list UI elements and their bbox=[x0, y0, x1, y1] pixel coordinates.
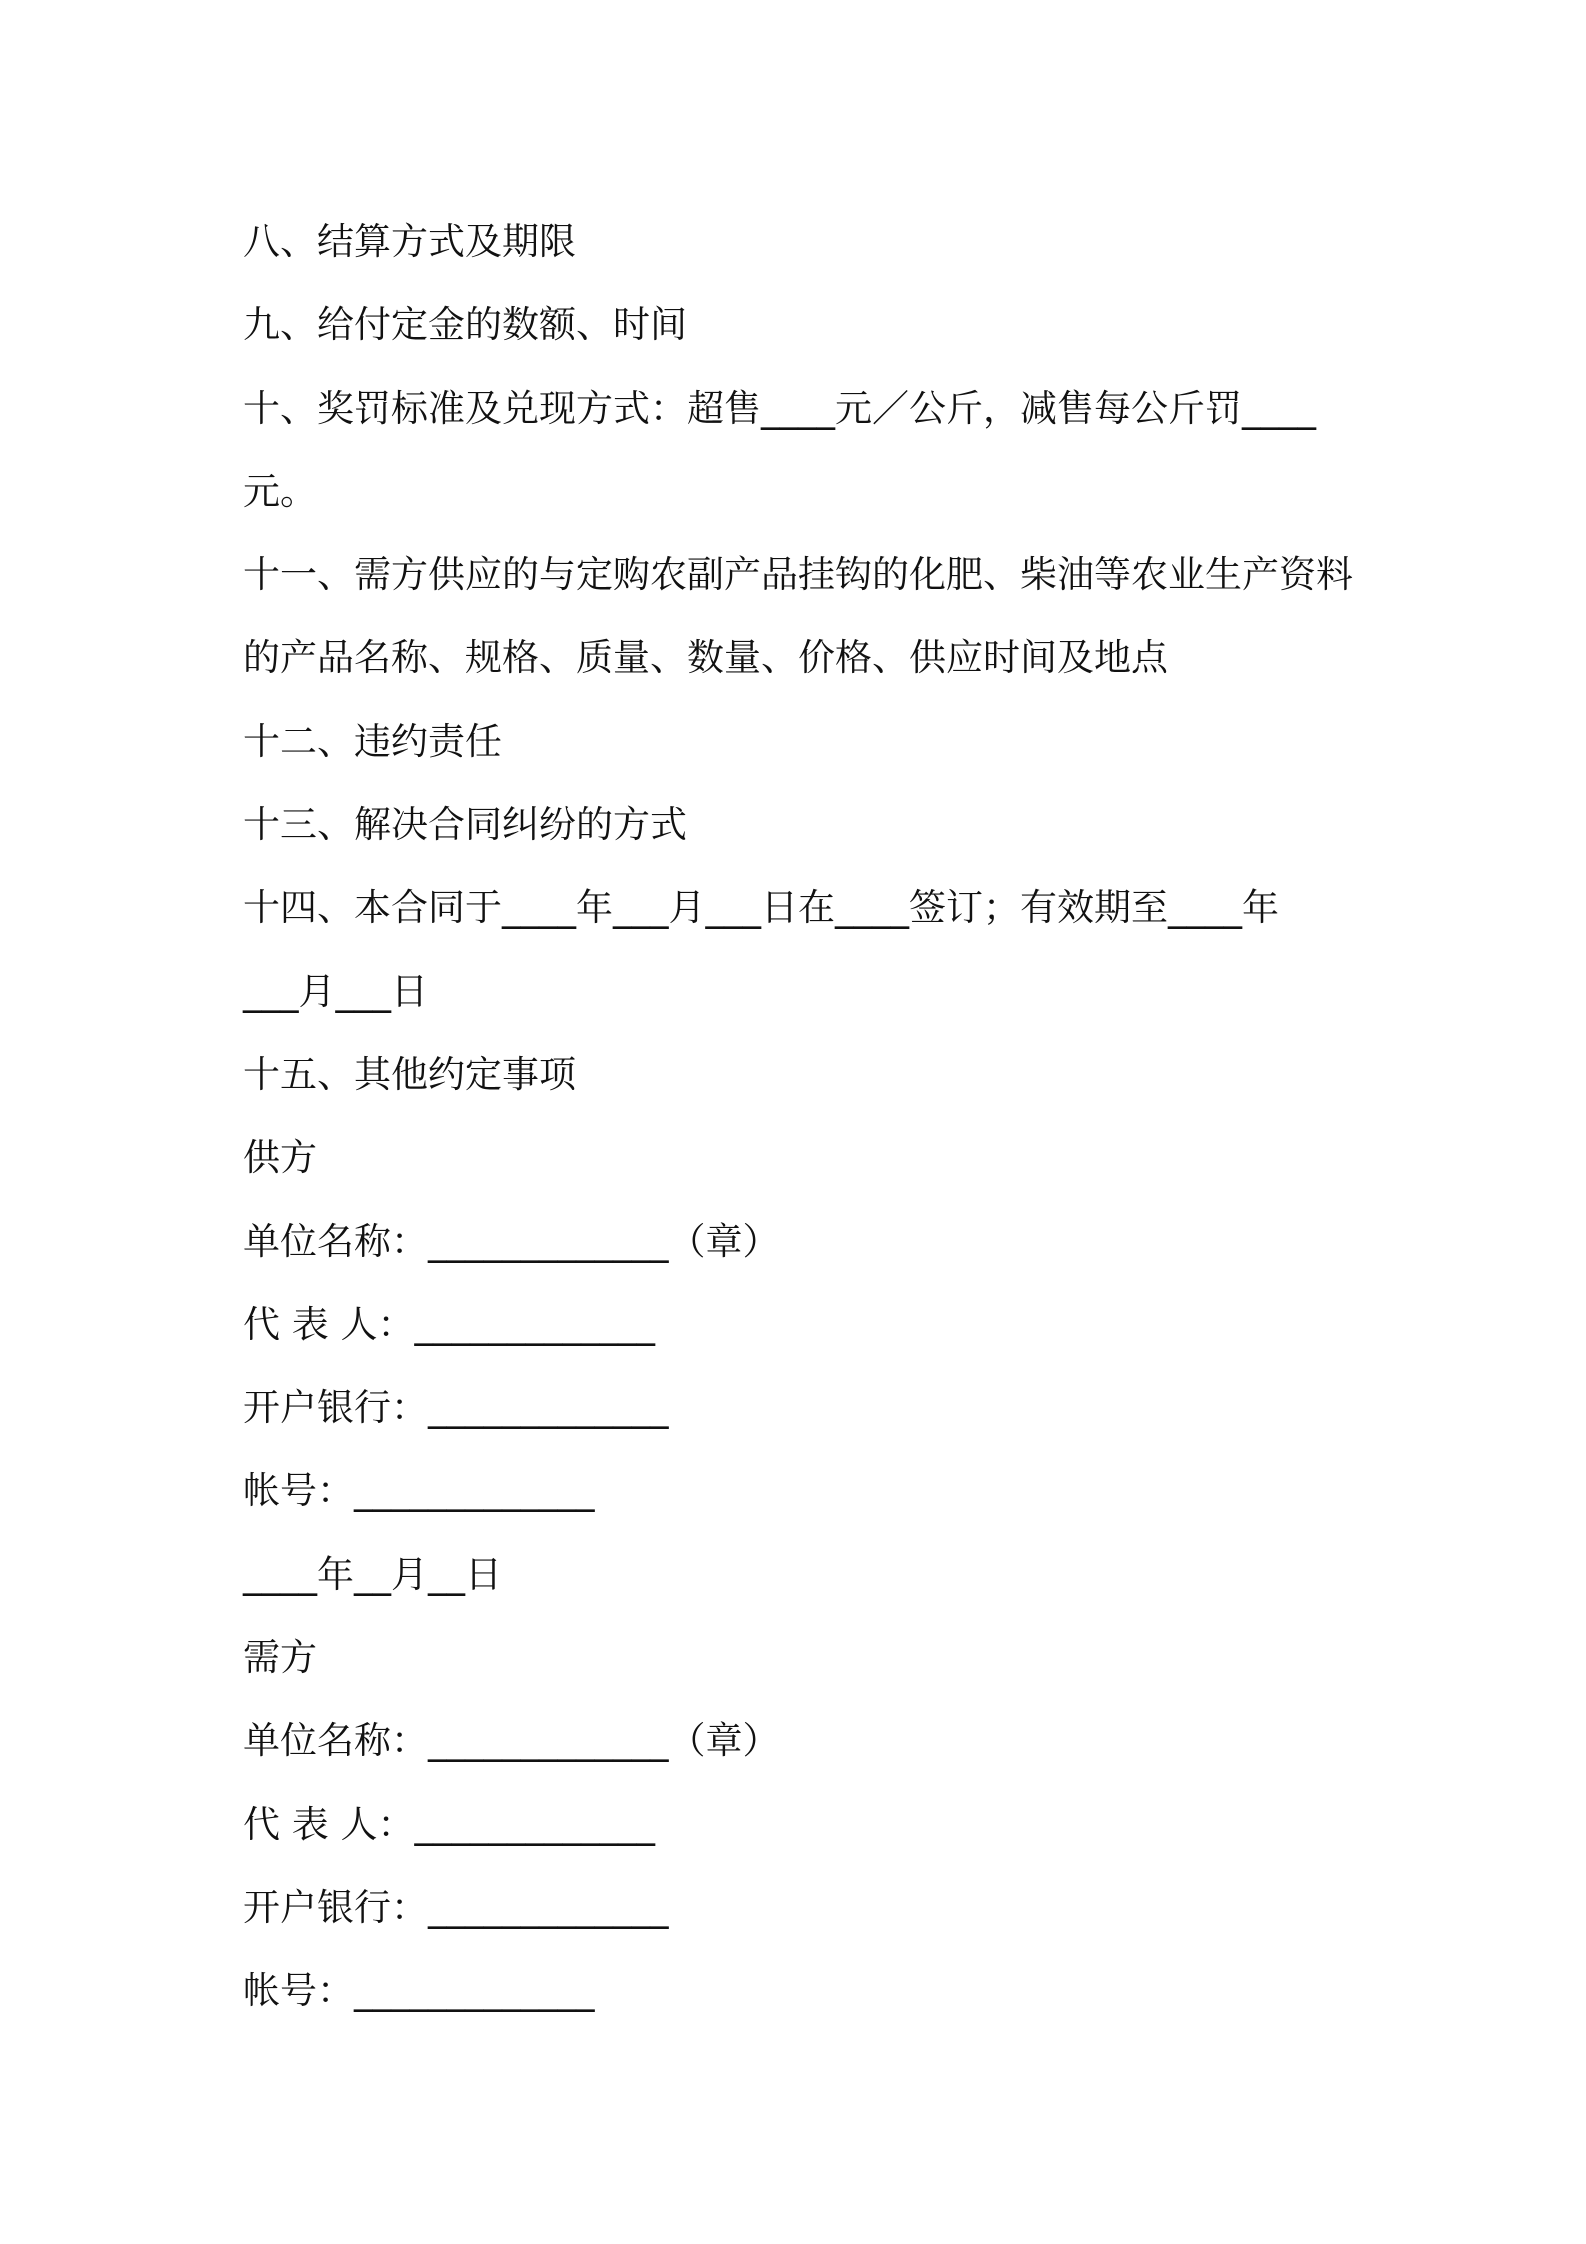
clause-10-continued: 元。 bbox=[243, 469, 317, 513]
clause-10: 十、奖罚标准及兑现方式：超售____元／公斤，减售每公斤罚____ bbox=[243, 386, 1316, 430]
clause-15: 十五、其他约定事项 bbox=[243, 1052, 576, 1096]
supplier-heading: 供方 bbox=[243, 1136, 317, 1180]
supplier-bank: 开户银行：_____________ bbox=[243, 1386, 669, 1430]
clause-11-continued: 的产品名称、规格、质量、数量、价格、供应时间及地点 bbox=[243, 636, 1168, 680]
clause-14: 十四、本合同于____年___月___日在____签订；有效期至____年 bbox=[243, 886, 1279, 930]
clause-13: 十三、解决合同纠纷的方式 bbox=[243, 803, 687, 847]
clause-8: 八、结算方式及期限 bbox=[243, 220, 576, 263]
clause-9: 九、给付定金的数额、时间 bbox=[243, 303, 687, 347]
buyer-representative: 代 表 人：_____________ bbox=[243, 1802, 656, 1846]
contract-text bbox=[243, 200, 1363, 2033]
supplier-unit-name: 单位名称：_____________（章） bbox=[243, 1219, 780, 1263]
supplier-account: 帐号：_____________ bbox=[243, 1469, 595, 1513]
buyer-bank: 开户银行：_____________ bbox=[243, 1885, 669, 1929]
buyer-heading: 需方 bbox=[243, 1636, 317, 1680]
supplier-date: ____年__月__日 bbox=[243, 1552, 502, 1596]
buyer-unit-name: 单位名称：_____________（章） bbox=[243, 1719, 780, 1763]
clause-11: 十一、需方供应的与定购农副产品挂钩的化肥、柴油等农业生产资料 bbox=[243, 553, 1353, 597]
supplier-representative: 代 表 人：_____________ bbox=[243, 1302, 656, 1346]
clause-12: 十二、违约责任 bbox=[243, 719, 502, 763]
clause-14-continued: ___月___日 bbox=[243, 969, 428, 1013]
buyer-account: 帐号：_____________ bbox=[243, 1969, 595, 2013]
